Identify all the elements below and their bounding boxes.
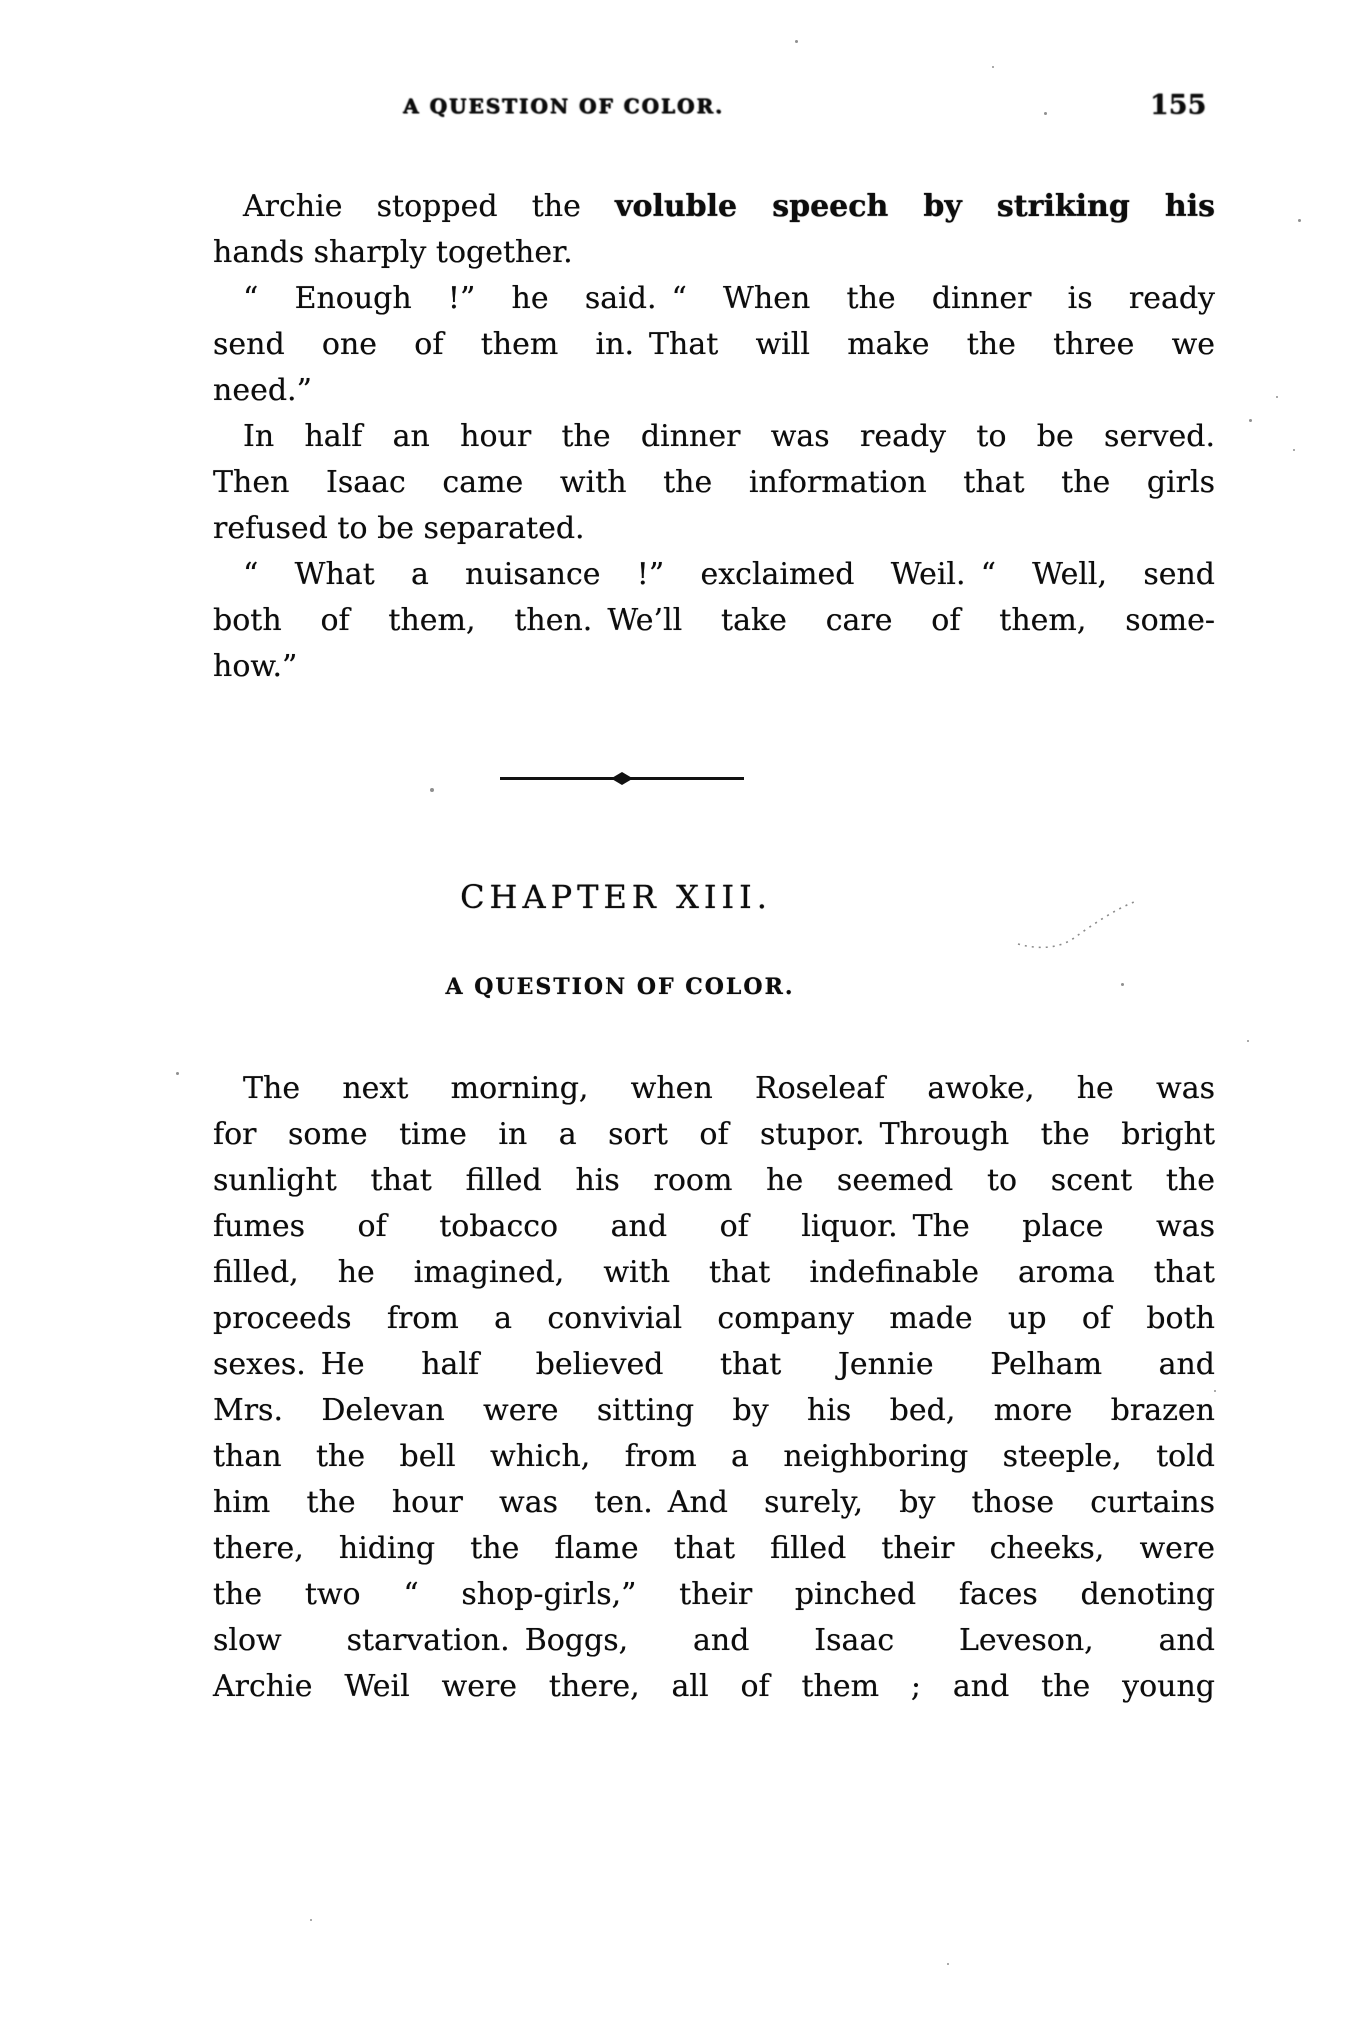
text-line: both of them, then. We’ll take care of them, some-: [213, 603, 1215, 638]
text-line: fumes of tobacco and of liquor. The place was: [213, 1209, 1215, 1244]
text-line: how.”: [213, 649, 298, 684]
text-line: slow starvation. Boggs, and Isaac Leveson, and: [213, 1623, 1215, 1658]
pencil-squiggle-mark: [1012, 898, 1142, 953]
text-line: The next morning, when Roseleaf awoke, he was: [243, 1071, 1215, 1106]
chapter-body-text: [213, 1066, 1215, 1710]
text-segment: Archie stopped the: [243, 189, 616, 224]
text-line: hands sharply together.: [213, 235, 573, 270]
divider-diamond-icon: [611, 772, 633, 785]
text-line: send one of them in. That will make the three we: [213, 327, 1215, 362]
running-title: A QUESTION OF COLOR.: [403, 94, 724, 118]
chapter-heading: CHAPTER XIII.: [460, 878, 772, 916]
text-line: Mrs. Delevan were sitting by his bed, more brazen: [213, 1393, 1215, 1428]
chapter-subtitle: A QUESTION OF COLOR.: [445, 974, 795, 1000]
text-line: there, hiding the flame that filled their cheeks, were: [213, 1531, 1215, 1566]
text-line: the two “ shop-girls,” their pinched faces denoting: [213, 1577, 1215, 1612]
text-line: refused to be separated.: [213, 511, 585, 546]
text-line: need.”: [213, 373, 312, 408]
text-line: [213, 184, 1215, 230]
text-line: “ What a nuisance !” exclaimed Weil. “ Well, send: [243, 557, 1215, 592]
text-segment-heavy-ink: voluble speech by striking his: [615, 189, 1215, 224]
text-line: him the hour was ten. And surely, by those curtains: [213, 1485, 1215, 1520]
text-line: sunlight that filled his room he seemed to scent the: [213, 1163, 1215, 1198]
page-number: 155: [1150, 90, 1207, 121]
section-divider: [500, 770, 744, 786]
text-line: “ Enough !” he said. “ When the dinner is ready: [243, 281, 1215, 316]
text-line: In half an hour the dinner was ready to be served.: [243, 419, 1215, 454]
text-line: filled, he imagined, with that indefinable aroma that: [213, 1255, 1215, 1290]
text-line: Archie Weil were there, all of them ; and the young: [213, 1669, 1215, 1704]
previous-chapter-text: [213, 184, 1215, 690]
text-line: Then Isaac came with the information that the girls: [213, 465, 1215, 500]
text-line: than the bell which, from a neighboring steeple, told: [213, 1439, 1215, 1474]
text-line: for some time in a sort of stupor. Through the bright: [213, 1117, 1215, 1152]
text-line: proceeds from a convivial company made up of both: [213, 1301, 1215, 1336]
text-line: sexes. He half believed that Jennie Pelham and: [213, 1347, 1215, 1382]
